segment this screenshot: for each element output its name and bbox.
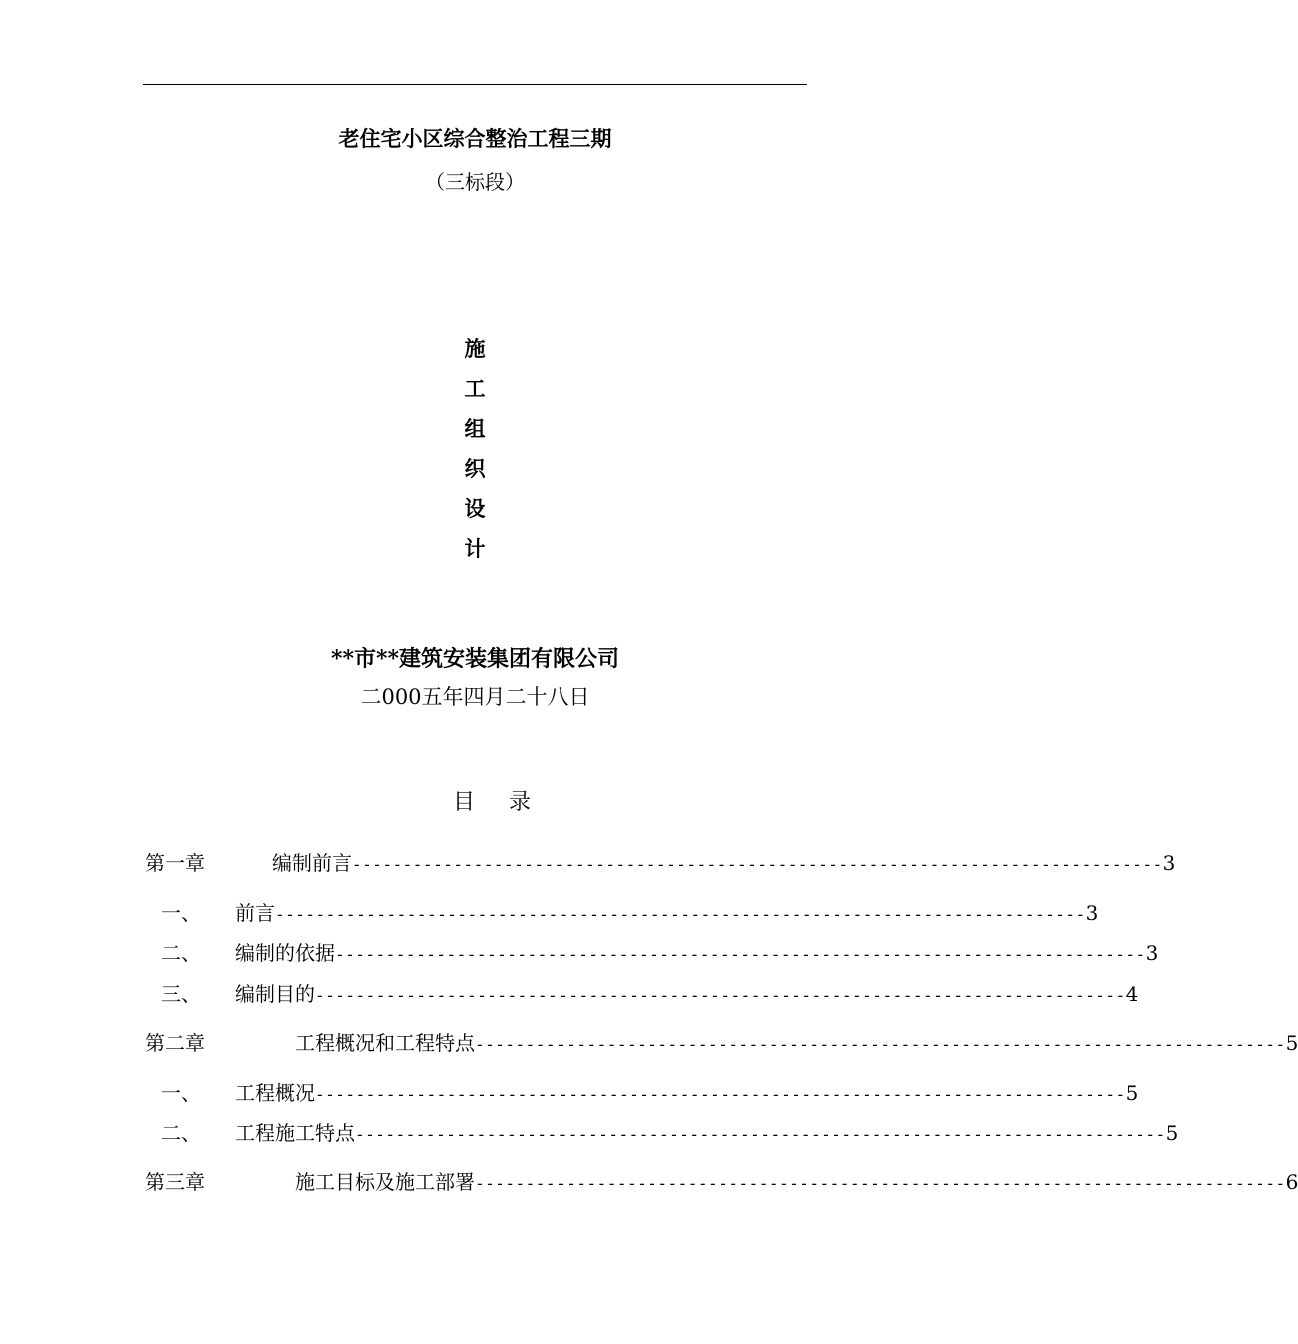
document-date: 二000五年四月二十八日 [360,685,590,709]
toc-entry-label: 工程施工特点 [235,1121,355,1145]
toc-entry-label: 编制前言 [272,851,352,875]
toc-entry[interactable] [145,1027,1298,1055]
toc-entry-number: 三、 [161,982,201,1006]
toc-entry[interactable] [145,1166,1298,1194]
toc-entry-page: 5 [1165,1121,1179,1145]
toc-entry-label: 编制目的 [235,982,315,1006]
toc-entry-page: 4 [1125,982,1139,1006]
document-subtitle: （三标段） [425,170,525,194]
toc-entry-page: 3 [1145,941,1159,965]
toc-leader: -------------------------------------------------------------------------------- [475,1035,1286,1054]
toc-entry-page: 6 [1285,1170,1298,1194]
toc-entry-label: 施工目标及施工部署 [295,1170,475,1194]
toc-entry[interactable] [145,937,1159,965]
toc-leader: -------------------------------------------------------------------------------- [475,1174,1286,1193]
toc-entry[interactable] [145,1077,1139,1105]
toc-entry[interactable] [145,1117,1179,1145]
vertical-heading-char: 组 [464,416,486,441]
toc-entry-number: 二、 [161,1121,201,1145]
vertical-heading-char: 施 [464,336,486,361]
toc-entry-page: 3 [1162,851,1176,875]
toc-entry[interactable] [145,847,1176,875]
toc-entry[interactable] [145,978,1139,1006]
toc-entry-label: 前言 [235,901,275,925]
toc-entry-number: 第二章 [145,1031,205,1055]
vertical-heading-char: 设 [464,496,486,521]
toc-leader: -------------------------------------------------------------------------------- [335,945,1146,964]
toc-entry[interactable] [145,897,1099,925]
toc-entry-label: 工程概况 [235,1081,315,1105]
toc-entry-label: 工程概况和工程特点 [295,1031,475,1055]
toc-entry-label: 编制的依据 [235,941,335,965]
toc-entry-number: 第一章 [145,851,205,875]
toc-entry-number: 一、 [161,1081,201,1105]
toc-leader: -------------------------------------------------------------------------------- [315,1085,1126,1104]
toc-entry-number: 第三章 [145,1170,205,1194]
toc-entry-number: 二、 [161,941,201,965]
toc-leader: -------------------------------------------------------------------------------- [352,855,1163,874]
company-name: **市**建筑安装集团有限公司 [330,646,620,672]
toc-leader: -------------------------------------------------------------------------------- [275,905,1086,924]
toc-entry-page: 5 [1125,1081,1139,1105]
toc-entry-page: 5 [1285,1031,1298,1055]
vertical-heading-char: 织 [464,456,486,481]
toc-leader: -------------------------------------------------------------------------------- [355,1125,1166,1144]
header-rule [143,84,807,85]
toc-title: 目录 [452,790,565,815]
toc-entry-number: 一、 [161,901,201,925]
vertical-heading-char: 计 [464,536,486,561]
document-title: 老住宅小区综合整治工程三期 [338,126,612,151]
toc-entry-page: 3 [1085,901,1099,925]
toc-leader: -------------------------------------------------------------------------------- [315,986,1126,1005]
vertical-heading-char: 工 [464,376,486,401]
